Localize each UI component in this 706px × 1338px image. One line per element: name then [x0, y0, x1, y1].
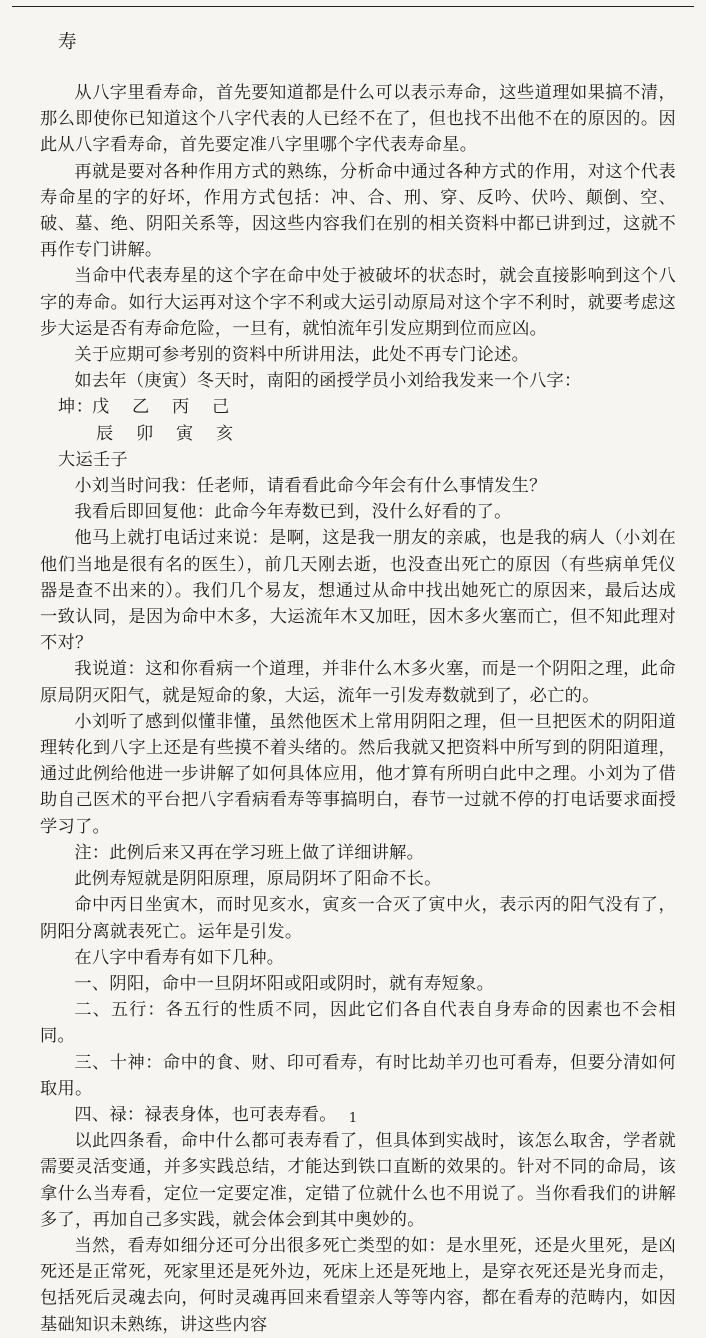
paragraph: 注：此例后来又再在学习班上做了详细讲解。 [74, 842, 425, 863]
paragraph: 命中丙日坐寅木，而时见亥水，寅亥一合灭了寅中火，表示丙的阳气没有了，阴阳分离就表死亡。运年是引发。 [40, 895, 676, 942]
bazi-label: 坤： [58, 397, 94, 418]
bazi-stem: 丙 [172, 397, 190, 418]
bazi-stem: 乙 [132, 397, 150, 418]
header-rule [12, 6, 694, 7]
paragraph: 再就是要对各种作用方式的熟练，分析命中通过各种方式的作用，对这个代表寿命星的字的好坏，作用方式包括：冲、合、刑、穿、反吟、伏吟、颠倒、空、破、墓、绝、阴阳关系等，因这些内容我们在别的相关资料中都已讲到过，这就不再作专门讲解。 [40, 161, 676, 261]
bazi-branch: 辰 [96, 423, 114, 444]
dayun-line: 大运壬子 [58, 449, 128, 470]
section-title: 寿 [58, 32, 79, 53]
paragraph: 如去年（庚寅）冬天时，南阳的函授学员小刘给我发来一个八字： [74, 371, 582, 392]
paragraph: 此例寿短就是阴阳原理，原局阴坏了阳命不长。 [74, 869, 442, 890]
paragraph: 一、阴阳，命中一旦阴坏阳或阳或阴时，就有寿短象。 [74, 973, 495, 994]
paragraph: 小刘当时问我：任老师，请看看此命今年会有什么事情发生？ [74, 476, 547, 497]
paragraph: 我看后即回复他：此命今年寿数已到，没什么好看的了。 [74, 502, 512, 523]
bazi-branch: 寅 [176, 423, 194, 444]
paragraph: 关于应期可参考别的资料中所讲用法，此处不再专门论述。 [74, 345, 530, 366]
bazi-stem: 己 [212, 397, 230, 418]
bazi-stems-row [40, 394, 676, 420]
paragraph: 以此四条看，命中什么都可表寿看了，但具体到实战时，该怎么取舍，学者就需要灵活变通，并多实践总结，才能达到铁口直断的效果的。针对不同的命局，该拿什么当寿看，定位一定要定准，定错了位就什么也不用说了。当你看我们的讲解多了，再加自己多实践，就会体会到其中奥妙的。 [40, 1131, 676, 1230]
page-number: 1 [348, 1111, 358, 1126]
paragraph: 在八字中看寿有如下几种。 [74, 947, 285, 968]
paragraph: 从八字里看寿命，首先要知道都是什么可以表示寿命，这些道理如果搞不清，那么即使你已知道这个八字代表的人已经不在了，但也找不出他不在的原因的。因此从八字看寿命，首先要定准八字里哪个字代表寿命星。 [40, 83, 676, 156]
paragraph: 当然，看寿如细分还可分出很多死亡类型的如：是水里死，还是火里死，是凶死还是正常死，死家里还是死外边，死床上还是死地上，是穿衣死还是光身而走，包括死后灵魂去向，何时灵魂再回来看望亲人等等内容，都在看寿的范畴内，如因基础知识未熟练，讲这些内容 [40, 1235, 676, 1335]
bazi-branch: 亥 [216, 423, 234, 444]
paragraph: 三、十神：命中的食、财、印可看寿，有时比劫羊刃也可看寿，但要分清如何取用。 [40, 1052, 676, 1099]
paragraph: 四、禄：禄表身体，也可表寿看。 [74, 1104, 337, 1125]
paragraph: 小刘听了感到似懂非懂，虽然他医术上常用阴阳之理，但一旦把医术的阴阳道理转化到八字上还是有些摸不着头绪的。然后我就又把资料中所写到的阴阳道理，通过此例给他进一步讲解了如何具体应用，他才算有所明白此中之理。小刘为了借助自己医术的平台把八字看病看寿等事搞明白，春节一过就不停的打电话要求面授学习了。 [40, 711, 676, 837]
paragraph: 当命中代表寿星的这个字在命中处于被破坏的状态时，就会直接影响到这个八字的寿命。如行大运再对这个字不利或大运引动原局对这个字不利时，就要考虑这步大运是否有寿命危险，一旦有，就怕流年引发应期到位而应凶。 [40, 266, 676, 339]
paragraph: 他马上就打电话过来说：是啊，这是我一朋友的亲戚，也是我的病人（小刘在他们当地是很有名的医生），前几天刚去逝，也没查出死亡的原因（有些病单凭仪器是查不出来的）。我们几个易友，想通过从命中找出她死亡的原因来，最后达成一致认同，是因为命中木多，大运流年木又加旺，因木多火塞而亡，但不知此理对不对？ [40, 528, 676, 654]
bazi-branch: 卯 [136, 423, 154, 444]
bazi-branches-row [40, 421, 676, 447]
paragraph: 二、五行：各五行的性质不同，因此它们各自代表自身寿命的因素也不会相同。 [40, 1000, 676, 1047]
paragraph: 我说道：这和你看病一个道理，并非什么木多火塞，而是一个阴阳之理，此命原局阴灭阳气，就是短命的象，大运，流年一引发寿数就到了，必亡的。 [40, 659, 676, 706]
bazi-stem: 戊 [92, 397, 110, 418]
page-body [40, 30, 676, 1338]
